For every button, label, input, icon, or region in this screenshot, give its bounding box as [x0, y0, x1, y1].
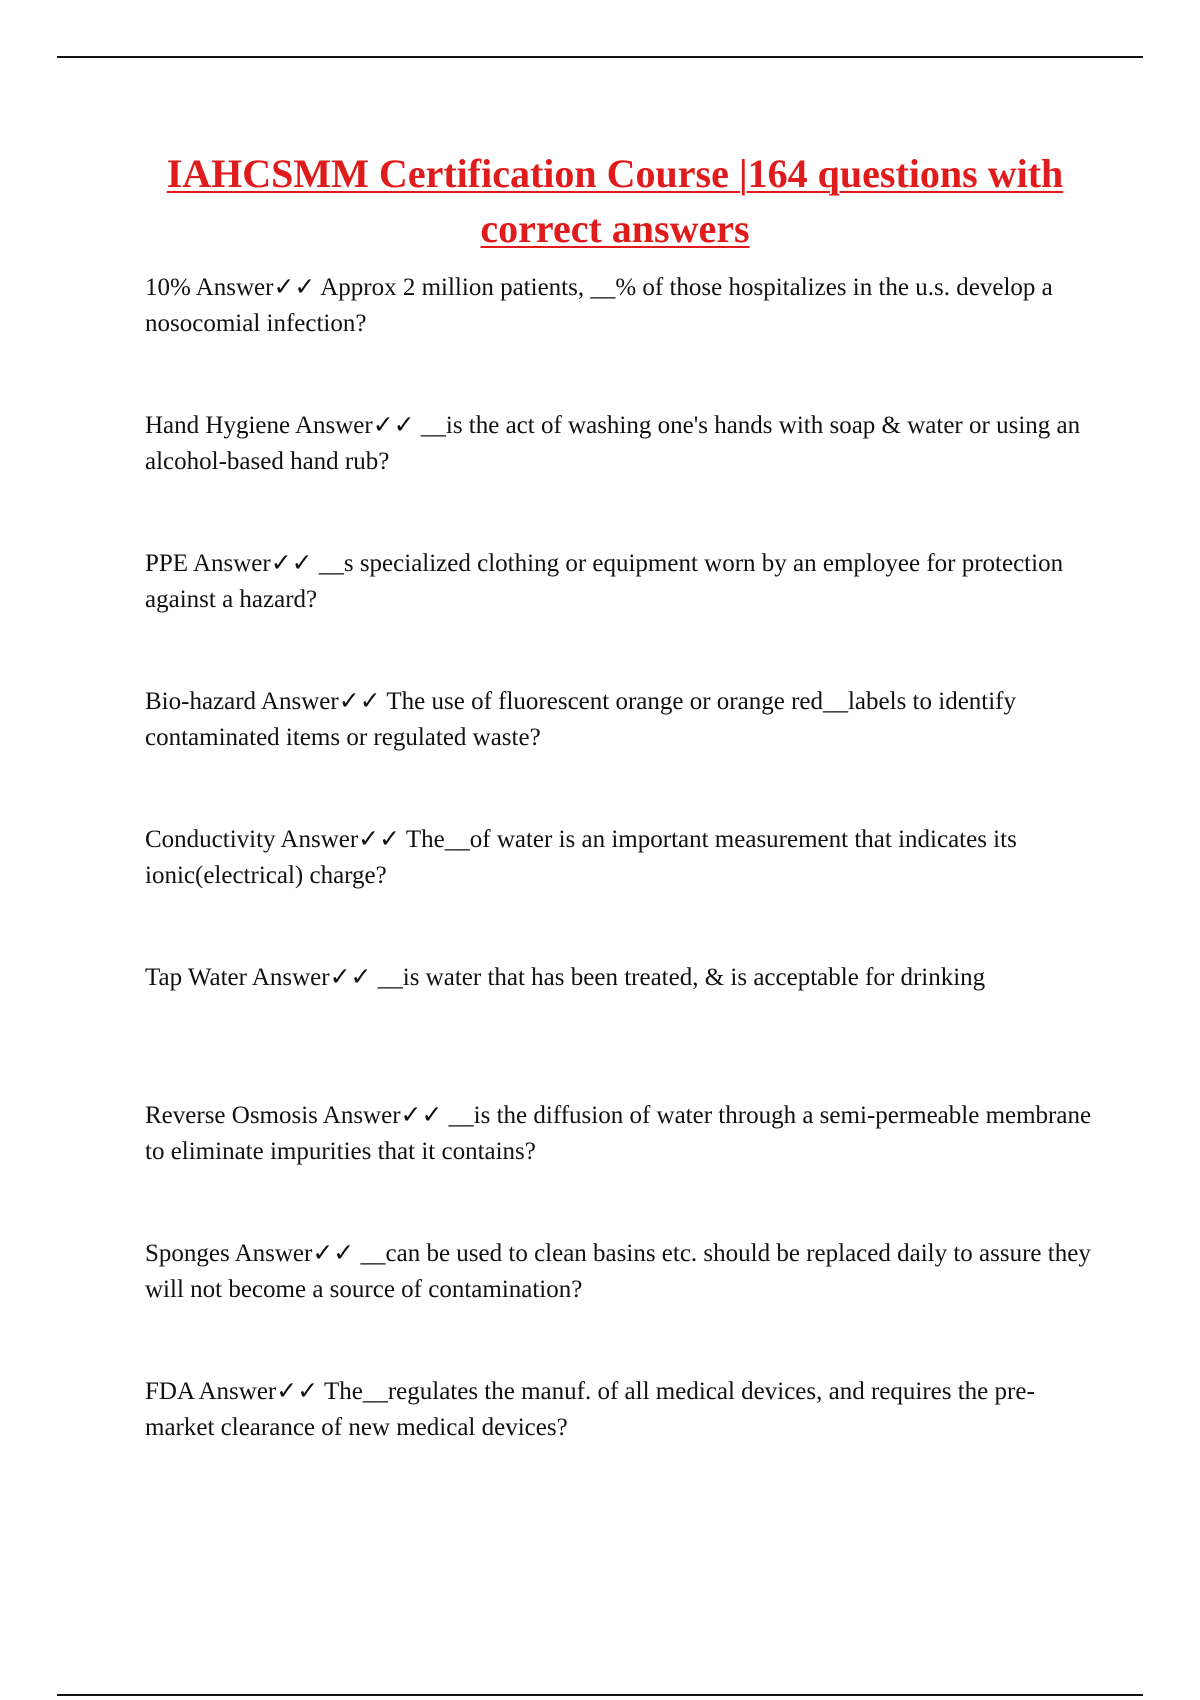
- qa-item: [145, 546, 1095, 684]
- qa-item: [145, 822, 1095, 960]
- qa-item: [145, 960, 1095, 1098]
- qa-text: Hand Hygiene Answer✓✓ __is the act of washing one's hands with soap & water or using an alcohol-based hand rub?: [145, 412, 1081, 475]
- qa-item: [145, 684, 1095, 822]
- qa-text: Conductivity Answer✓✓ The__of water is an important measurement that indicates its ionic(electrical) charge?: [145, 826, 1017, 889]
- qa-text: Tap Water Answer✓✓ __is water that has been treated, & is acceptable for drinking: [145, 964, 986, 991]
- qa-list: [145, 270, 1095, 1512]
- qa-text: Sponges Answer✓✓ __can be used to clean basins etc. should be replaced daily to assure they will not become a source of contamination?: [145, 1240, 1091, 1303]
- qa-text: FDA Answer✓✓ The__regulates the manuf. of all medical devices, and requires the pre-market clearance of new medical devices?: [145, 1378, 1035, 1441]
- qa-item: [145, 408, 1095, 546]
- qa-text: Bio-hazard Answer✓✓ The use of fluorescent orange or orange red__labels to identify contaminated items or regulated waste?: [145, 688, 1017, 751]
- qa-item: [145, 270, 1095, 408]
- top-rule: [57, 56, 1143, 58]
- qa-text: 10% Answer✓✓ Approx 2 million patients, __% of those hospitalizes in the u.s. develop a nosocomial infection?: [145, 274, 1053, 337]
- qa-item: [145, 1098, 1095, 1236]
- qa-item: [145, 1374, 1095, 1512]
- qa-text: Reverse Osmosis Answer✓✓ __is the diffusion of water through a semi-permeable membrane to eliminate impurities that it contains?: [145, 1102, 1092, 1165]
- document-title: IAHCSMM Certification Course |164 questions with correct answers: [166, 151, 1064, 251]
- qa-text: PPE Answer✓✓ __s specialized clothing or equipment worn by an employee for protection against a hazard?: [145, 550, 1064, 613]
- qa-item: [145, 1236, 1095, 1374]
- bottom-rule: [57, 1694, 1143, 1696]
